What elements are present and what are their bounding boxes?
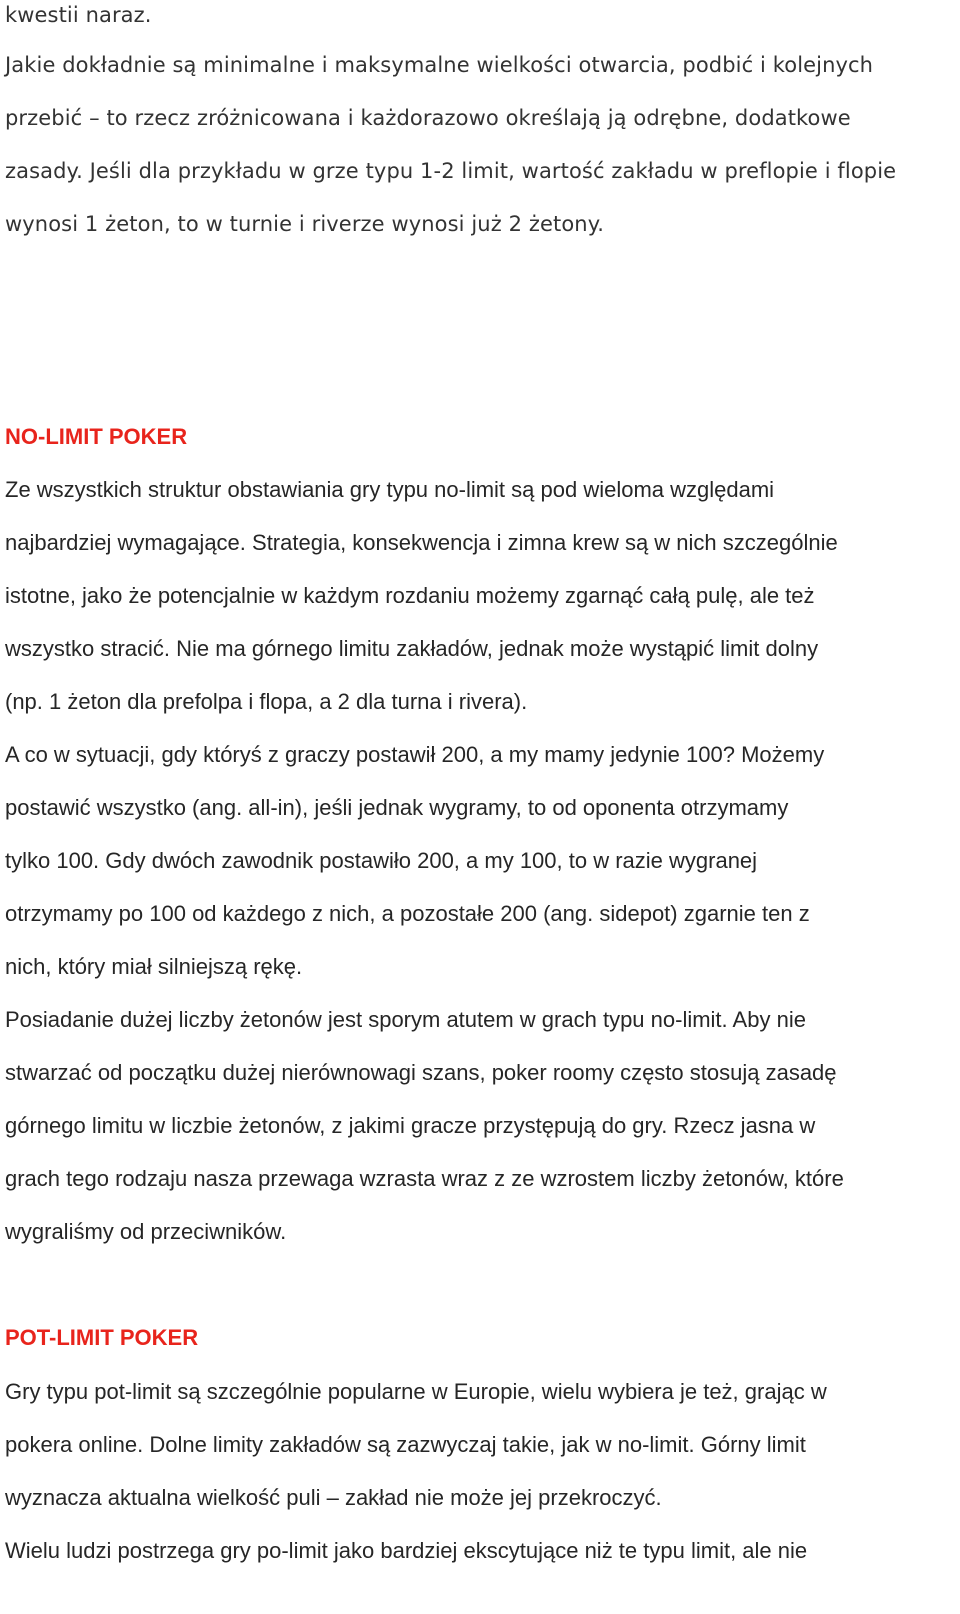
text-line: górnego limitu w liczbie żetonów, z jakimi gracze przystępują do gry. Rzecz jasna w <box>5 1113 816 1138</box>
text-line: Ze wszystkich struktur obstawiania gry typu no-limit są pod wieloma względami <box>5 477 775 502</box>
text-line: grach tego rodzaju nasza przewaga wzrasta wraz z ze wzrostem liczby żetonów, które <box>5 1166 844 1191</box>
text-line: zasady. Jeśli dla przykładu w grze typu 1-2 limit, wartość zakładu w preflopie i flopie <box>5 159 897 183</box>
text-line: (np. 1 żeton dla prefolpa i flopa, a 2 dla turna i rivera). <box>5 689 528 714</box>
text-line: wynosi 1 żeton, to w turnie i riverze wynosi już 2 żetony. <box>5 212 604 236</box>
text-line: Jakie dokładnie są minimalne i maksymalne wielkości otwarcia, podbić i kolejnych <box>5 53 874 77</box>
text-line: nich, który miał silniejszą rękę. <box>5 954 303 979</box>
text-line: Posiadanie dużej liczby żetonów jest sporym atutem w grach typu no-limit. Aby nie <box>5 1007 806 1032</box>
text-line: A co w sytuacji, gdy któryś z graczy postawił 200, a my mamy jedynie 100? Możemy <box>5 742 825 767</box>
text-line: przebić – to rzecz zróżnicowana i każdorazowo określają ją odrębne, dodatkowe <box>5 106 851 130</box>
text-line: wyznacza aktualna wielkość puli – zakład nie może jej przekroczyć. <box>5 1485 662 1510</box>
text-line: wygraliśmy od przeciwników. <box>5 1219 287 1244</box>
text-line: stwarzać od początku dużej nierównowagi szans, poker roomy często stosują zasadę <box>5 1060 837 1085</box>
text-line: tylko 100. Gdy dwóch zawodnik postawiło 200, a my 100, to w razie wygranej <box>5 848 758 873</box>
section-heading-no-limit: NO-LIMIT POKER <box>5 424 188 449</box>
text-line: Wielu ludzi postrzega gry po-limit jako bardziej ekscytujące niż te typu limit, ale nie <box>5 1538 808 1563</box>
text-line: istotne, jako że potencjalnie w każdym rozdaniu możemy zgarnąć całą pulę, ale też <box>5 583 815 608</box>
text-line: Gry typu pot-limit są szczególnie popularne w Europie, wielu wybiera je też, grając w <box>5 1379 827 1404</box>
text-line: wszystko stracić. Nie ma górnego limitu zakładów, jednak może wystąpić limit dolny <box>5 636 819 661</box>
text-line: kwestii naraz. <box>5 3 152 27</box>
text-line: pokera online. Dolne limity zakładów są zazwyczaj takie, jak w no-limit. Górny limit <box>5 1432 806 1457</box>
text-line: postawić wszystko (ang. all-in), jeśli jednak wygramy, to od oponenta otrzymamy <box>5 795 789 820</box>
text-line: najbardziej wymagające. Strategia, konsekwencja i zimna krew są w nich szczególnie <box>5 530 838 555</box>
section-heading-pot-limit: POT-LIMIT POKER <box>5 1325 199 1350</box>
text-line: otrzymamy po 100 od każdego z nich, a pozostałe 200 (ang. sidepot) zgarnie ten z <box>5 901 810 926</box>
